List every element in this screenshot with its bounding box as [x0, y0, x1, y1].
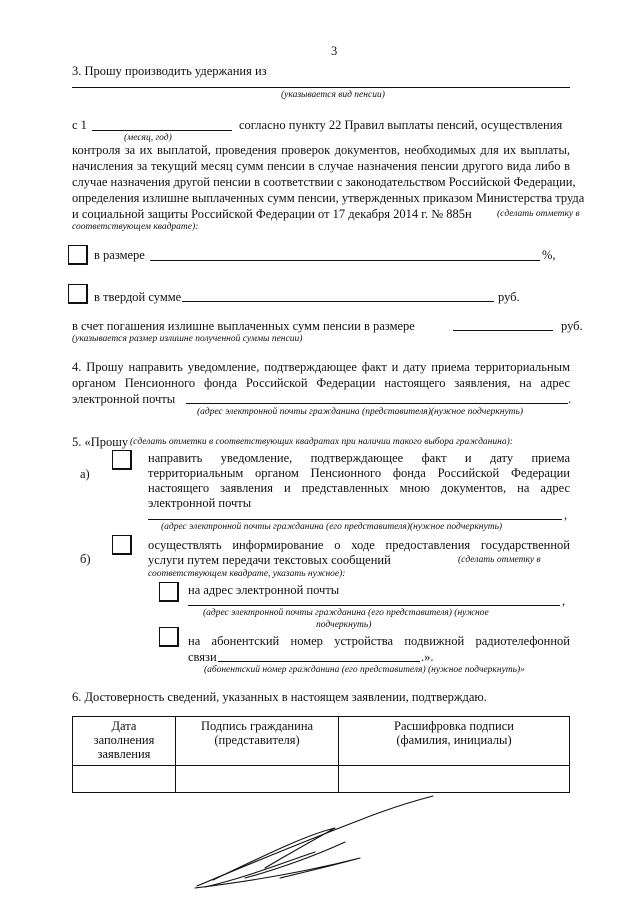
percent-label: в размере: [94, 248, 145, 262]
handwritten-signature: [185, 790, 445, 895]
page-number: 3: [331, 44, 338, 58]
section-4-line-3: электронной почты: [72, 392, 176, 406]
fixed-sum-checkbox[interactable]: [68, 284, 88, 304]
option-b-email-hint-2: подчеркнуть): [316, 620, 372, 630]
para-line-3: случае назначения другой пенсии в соответствии с законодательством Российской Федерации,: [72, 175, 576, 189]
option-a-line-1: направить уведомление, подтверждающее факт и дату приема: [148, 451, 570, 465]
from-prefix: с 1: [72, 118, 87, 132]
para-line-4: определения излишне выплаченных сумм пенсии, утвержденных приказом Министерства труда: [72, 191, 585, 205]
option-b-phone-hint: (абонентский номер гражданина (его представителя) (нужное подчеркнуть)»: [204, 665, 525, 675]
repay-text: в счет погашения излишне выплаченных сумм пенсии в размере: [72, 319, 415, 333]
option-a-line-4: электронной почты: [148, 496, 252, 510]
option-b-line-2-hint: (сделать отметку в: [458, 555, 541, 565]
para-hint-cont: соответствующем квадрате):: [72, 222, 199, 232]
option-b-hint-cont: соответствующем квадрате, указать нужное):: [148, 569, 346, 579]
section-4-line-3-end: .: [568, 392, 572, 406]
option-b-email-hint-1: (адрес электронной почты гражданина (его представителя) (нужное: [203, 608, 489, 618]
option-b-label: б): [80, 552, 91, 566]
header-decryption-line-1: Расшифровка подписи: [394, 719, 514, 733]
option-a-hint: (адрес электронной почты гражданина (его представителя)(нужное подчеркнуть): [161, 522, 503, 532]
para-line-2: начисления за текущий месяц сумм пенсии в случае назначения пенсии другого вида либо в: [72, 159, 570, 173]
para-line-5-hint: (сделать отметку в: [497, 209, 580, 219]
option-a-line-2: территориальным органом Пенсионного фонда Российской Федерации: [148, 466, 570, 480]
section-5-title-hint: (сделать отметки в соответствующих квадратах при наличии такого выбора гражданина):: [130, 437, 513, 447]
month-year-line[interactable]: [92, 130, 232, 131]
decryption-cell[interactable]: [339, 766, 570, 793]
from-suffix: согласно пункту 22 Правил выплаты пенсий, осуществления: [239, 118, 563, 132]
option-b-email-end: ,: [562, 594, 566, 608]
option-b-phone-end: .».: [421, 650, 434, 664]
para-line-1: контроля за их выплатой, проведения проверок документов, необходимых для их выплаты,: [72, 143, 570, 157]
header-signature: [176, 717, 339, 766]
header-signature-line-2: (представителя): [214, 733, 300, 747]
repay-line[interactable]: [453, 330, 553, 331]
option-b-checkbox[interactable]: [112, 535, 132, 555]
option-a-checkbox[interactable]: [112, 450, 132, 470]
section-3-title: 3. Прошу производить удержания из: [72, 64, 267, 78]
repay-hint: (указывается размер излишне полученной суммы пенсии): [72, 334, 303, 344]
section-4-email-line[interactable]: [186, 403, 568, 404]
option-b-line-2: услуги путем передачи текстовых сообщений: [148, 553, 391, 567]
pension-type-line[interactable]: [72, 87, 570, 88]
percent-suffix: %,: [542, 248, 556, 262]
option-b-line-1: осуществлять информирование о ходе предоставления государственной: [148, 538, 570, 552]
header-decryption-line-2: (фамилия, инициалы): [396, 733, 512, 747]
section-4-line-2: органом Пенсионного фонда Российской Федерации настоящего заявления, на адрес: [72, 376, 570, 390]
option-b-phone-line[interactable]: [218, 661, 420, 662]
section-4-hint: (адрес электронной почты гражданина (представителя)(нужное подчеркнуть): [197, 407, 524, 417]
header-signature-line-1: Подпись гражданина: [200, 719, 314, 733]
option-b-email-line[interactable]: [188, 605, 560, 606]
option-b-email-label: на адрес электронной почты: [188, 583, 340, 597]
month-year-hint: (месяц, год): [124, 133, 172, 143]
option-b-email-checkbox[interactable]: [159, 582, 179, 602]
header-date: [73, 717, 176, 766]
percent-checkbox[interactable]: [68, 245, 88, 265]
signature-table: [72, 716, 570, 793]
signature-table-row: [73, 766, 570, 793]
section-6-text: 6. Достоверность сведений, указанных в настоящем заявлении, подтверждаю.: [72, 690, 487, 704]
fixed-sum-label: в твердой сумме: [94, 290, 182, 304]
option-a-email-line[interactable]: [148, 519, 562, 520]
header-date-line-2: заполнения: [93, 733, 155, 747]
option-b-phone-line-1: на абонентский номер устройства подвижной радиотелефонной: [188, 634, 570, 648]
date-cell[interactable]: [73, 766, 176, 793]
section-4-line-1: 4. Прошу направить уведомление, подтверждающее факт и дату приема территориальным: [72, 360, 570, 374]
para-line-5: и социальной защиты Российской Федерации от 17 декабря 2014 г. № 885н: [72, 207, 472, 221]
header-decryption: [339, 717, 570, 766]
repay-suffix: руб.: [561, 319, 583, 333]
signature-table-header: [73, 717, 570, 766]
signature-cell[interactable]: [176, 766, 339, 793]
section-5-title: 5. «Прошу: [72, 435, 129, 449]
option-a-line-3: настоящего заявления и представленных мною документов, на адрес: [148, 481, 570, 495]
pension-type-hint: (указывается вид пенсии): [281, 90, 385, 100]
header-date-line-1: Дата: [111, 719, 137, 733]
option-b-phone-checkbox[interactable]: [159, 627, 179, 647]
option-a-end: ,: [564, 508, 568, 522]
fixed-sum-line[interactable]: [182, 301, 494, 302]
option-b-phone-line-2: связи: [188, 650, 217, 664]
header-date-line-3: заявления: [97, 747, 151, 761]
fixed-sum-suffix: руб.: [498, 290, 520, 304]
percent-line[interactable]: [150, 260, 540, 261]
option-a-label: а): [80, 467, 90, 481]
